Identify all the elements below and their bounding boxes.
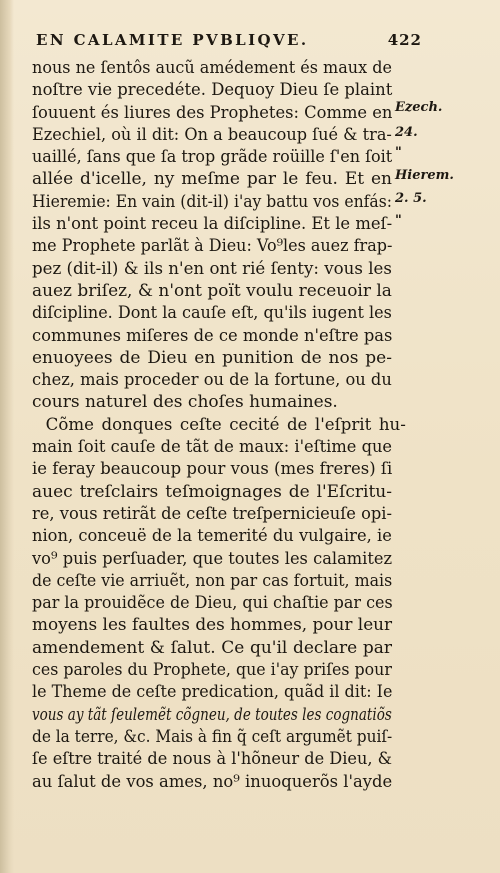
body-text	[32, 57, 406, 793]
text-line: pez (dit-il) & ils n'en ont rié ſenty: vous les	[32, 258, 392, 279]
margin-note: "	[395, 145, 402, 160]
margin-note: "	[395, 213, 402, 228]
text-line: au ſalut de vos ames, no⁹ inuoquerõs l'ayde	[32, 771, 393, 792]
text-line: re, vous retirãt de ceſte treſpernicieuſe opi-	[32, 503, 392, 524]
text-line: ſe eſtre traité de nous à l'hõneur de Dieu, &	[32, 749, 393, 770]
text-line: enuoyees de Dieu en punition de nos pe-	[32, 347, 392, 368]
text-line: uaillé, ſans que ſa trop grãde roüille ſ'en ſoit	[32, 147, 393, 168]
text-line: ie feray beaucoup pour vous (mes freres) ſi	[32, 459, 393, 480]
text-line: cours naturel des choſes humaines.	[32, 392, 338, 413]
text-line: par la prouidẽce de Dieu, qui chaſtie par ces	[32, 593, 393, 614]
text-line: le Theme de ceſte predication, quãd il dit: Ie	[32, 682, 393, 703]
text-line: de ceſte vie arriuẽt, non par cas fortuit, mais	[32, 570, 393, 591]
text-line: vo⁹ puis perſuader, que toutes les calamitez	[32, 548, 393, 569]
text-line: noſtre vie precedéte. Dequoy Dieu ſe plaint	[32, 80, 393, 101]
text-line: ſouuent és liures des Prophetes: Comme en	[32, 102, 393, 123]
text-line: auez briſez, & n'ont poït voulu receuoir la	[32, 280, 392, 301]
text-line: moyens les faultes des hommes, pour leur	[32, 615, 393, 636]
running-head-title: EN CALAMITE PVBLIQVE.	[36, 31, 309, 49]
text-line: me Prophete parlãt à Dieu: Vo⁹les auez frap-	[32, 236, 393, 257]
text-line: Hieremie: En vain (dit-il) i'ay battu vos enfás:	[32, 191, 392, 212]
text-line: nion, conceuë de la temerité du vulgaire, ie	[32, 526, 392, 547]
text-line: Cõme donques ceſte cecité de l'eſprit hu-	[45, 414, 406, 435]
running-head	[36, 31, 422, 55]
text-line: main ſoit cauſe de tãt de maux: i'eſtime que	[32, 437, 393, 458]
margin-note: Hierem.	[395, 168, 454, 183]
margin-note: 2. 5.	[395, 191, 427, 206]
text-line: amendement & ſalut. Ce qu'il declare par	[32, 637, 392, 658]
text-line: chez, mais proceder ou de la fortune, ou du	[32, 370, 392, 391]
text-line: ils n'ont point receu la diſcipline. Et le meſ-	[32, 214, 393, 235]
margin-note: Ezech.	[395, 100, 443, 115]
text-line: communes miſeres de ce monde n'eſtre pas	[32, 325, 393, 346]
page-number: 422	[387, 31, 422, 49]
text-line: nous ne ſentôs aucũ amédement és maux de	[32, 58, 392, 78]
text-line: Ezechiel, où il dit: On a beaucoup ſué & tra-	[32, 124, 392, 145]
text-line: vous ay tãt ſeulemẽt cõgneu, de toutes les cognatiõs	[32, 704, 392, 725]
margin-note: 24.	[395, 125, 418, 140]
text-line: allée d'icelle, ny meſme par le feu. Et en	[32, 169, 392, 190]
text-line: diſcipline. Dont la cauſe eſt, qu'ils iugent les	[32, 303, 392, 324]
text-line: ces paroles du Prophete, que i'ay priſes pour	[32, 660, 392, 681]
text-line: de la terre, &c. Mais à fin q̃ ceſt argumẽt puiſ-	[32, 726, 393, 747]
text-line: auec treſclairs teſmoignages de l'Eſcritu-	[32, 481, 392, 502]
